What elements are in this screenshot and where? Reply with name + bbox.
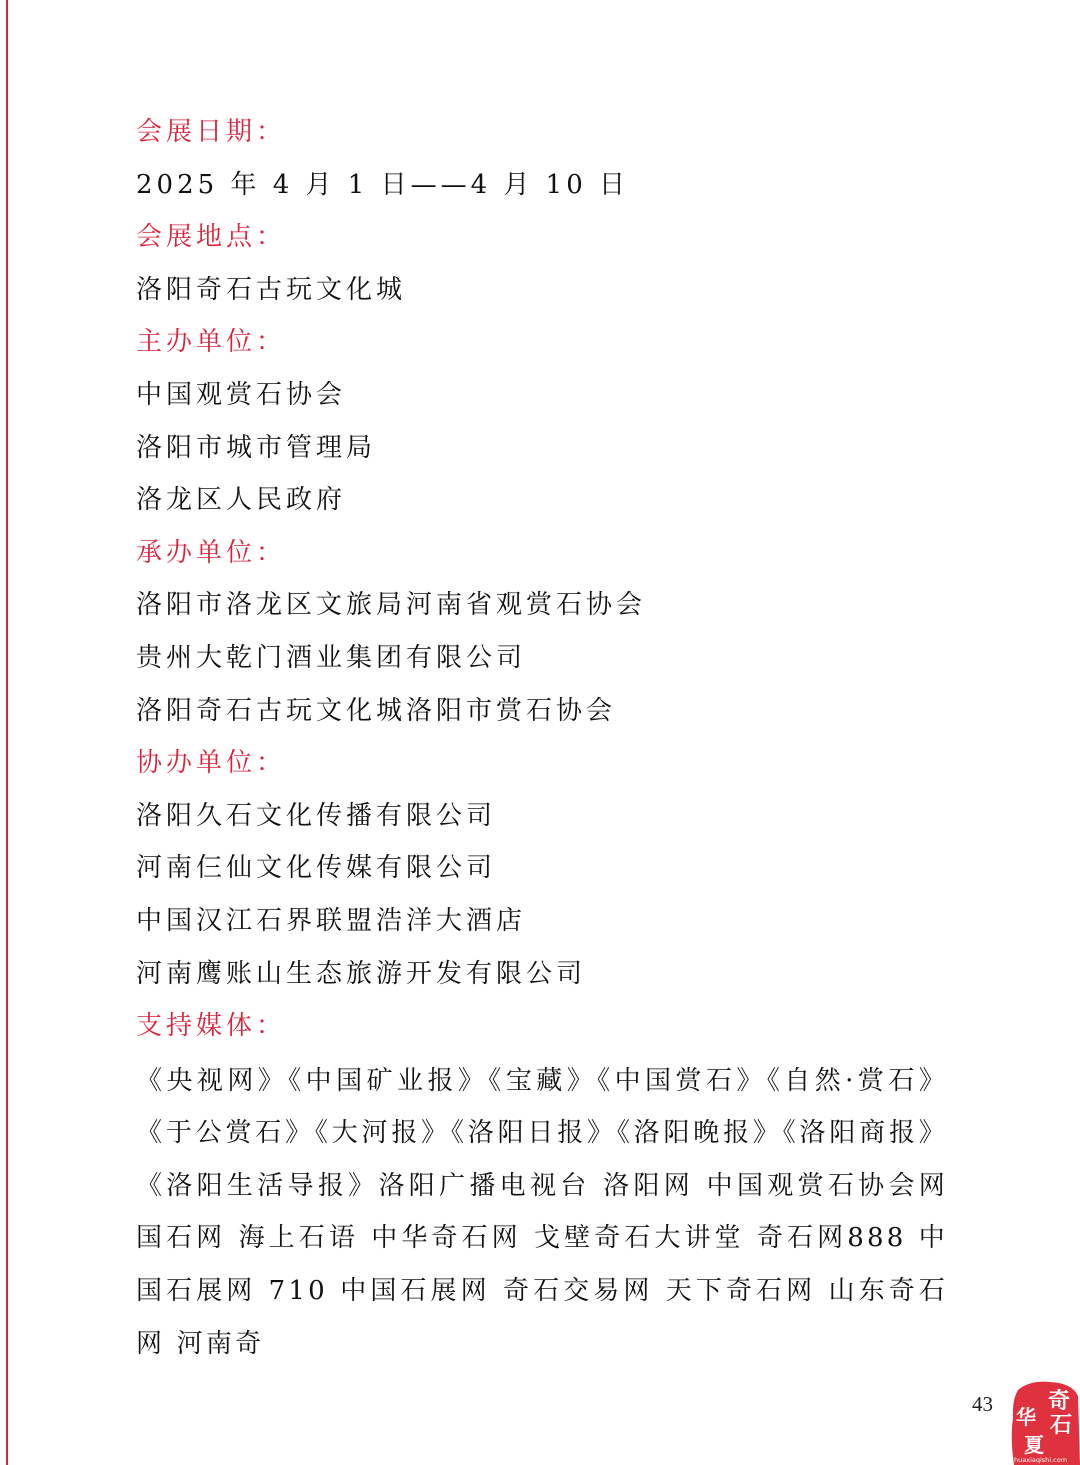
watermark-seal-logo: [1010, 1378, 1080, 1465]
co-organizer-item: 洛阳久石文化传播有限公司: [136, 800, 497, 831]
media-list-paragraph: 《央视网》《中国矿业报》《宝藏》《中国赏石》《自然·赏石》《于公赏石》《大河报》《洛阳日报》《洛阳晚报》《洛阳商报》《洛阳生活导报》洛阳广播电视台 洛阳网 中国观赏石协会网 国石网 海上石语 中华奇石网 戈壁奇石大讲堂 奇石网888 中国石展网 710 中国石展网 奇石交易网 天下奇石网 山东奇石网 河南奇: [136, 1065, 948, 1359]
section-heading-media: 支持媒体：: [136, 1011, 287, 1042]
co-organizer-item: 河南鹰账山生态旅游开发有限公司: [136, 958, 587, 989]
section-heading-organizers: 主办单位：: [136, 327, 287, 358]
co-organizer-item: 河南仨仙文化传媒有限公司: [136, 853, 497, 884]
section-heading-date: 会展日期：: [136, 117, 287, 147]
document-body: [136, 106, 948, 1370]
section-heading-undertakers: 承办单位：: [136, 537, 287, 568]
organizer-item: 中国观赏石协会: [136, 379, 347, 410]
organizer-item: 洛阳市城市管理局: [136, 432, 377, 463]
venue-value: 洛阳奇石古玩文化城: [136, 274, 407, 305]
watermark-url: huaxiaqishi.com: [1014, 1456, 1068, 1464]
co-organizer-item: 中国汉江石界联盟浩洋大酒店: [136, 905, 527, 936]
page-number: 43: [972, 1392, 993, 1416]
undertaker-item: 贵州大乾门酒业集团有限公司: [136, 642, 527, 673]
section-heading-venue: 会展地点：: [136, 222, 287, 253]
watermark-char: 石: [1050, 1413, 1073, 1438]
watermark-char: 夏: [1024, 1433, 1044, 1457]
undertaker-item: 洛阳市洛龙区文旅局河南省观赏石协会: [136, 590, 647, 621]
left-margin-rule: [6, 0, 8, 1465]
watermark-char: 华: [1016, 1405, 1036, 1429]
watermark-char: 奇: [1048, 1389, 1071, 1414]
section-heading-co-organizers: 协办单位：: [136, 748, 287, 779]
date-value: 2025 年 4 月 1 日——4 月 10 日: [136, 169, 629, 200]
undertaker-item: 洛阳奇石古玩文化城洛阳市赏石协会: [136, 695, 617, 726]
organizer-item: 洛龙区人民政府: [136, 485, 347, 516]
